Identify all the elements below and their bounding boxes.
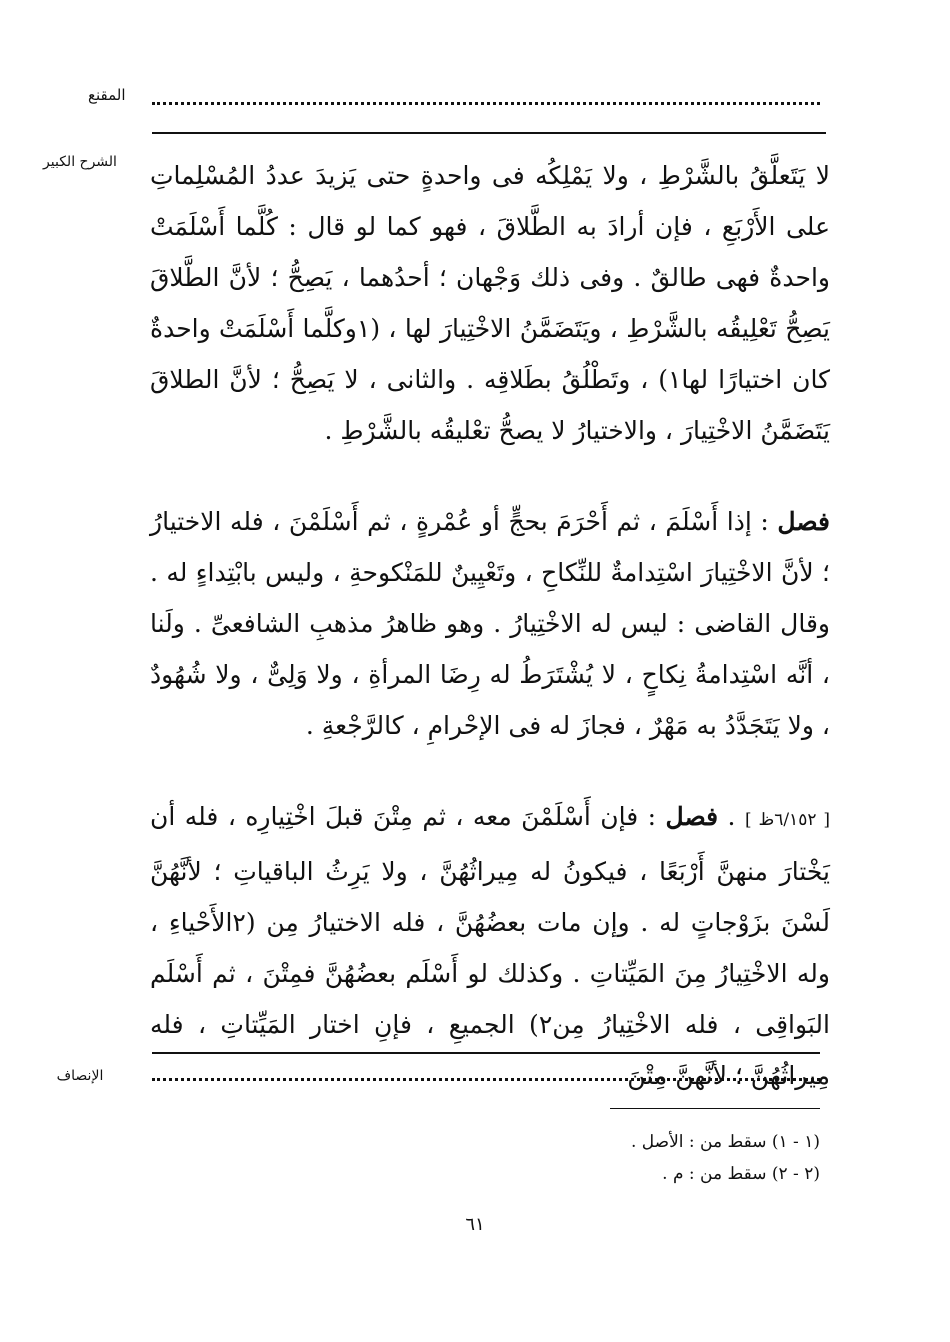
- footnote-2: (٢ - ٢) سقط من : م .: [662, 1164, 820, 1184]
- paragraph-3: [ ٦/١٥٢ظ ] . فصل : فإن أَسْلَمْنَ معه ، ثم مِتْنَ قبلَ اخْتِيارِه ، فله أن يَخْتارَ منهنَّ أَرْبَعًا ، فيكونُ له مِيراثُهُنَّ ، ولا يَرِثُ الباقياتِ ؛ لأنَّهُنَّ لَسْنَ بزَوْجاتٍ له . وإن مات بعضُهُنَّ ، فله الاختيارُ مِن (٢الأَحْياءِ ، وله الاخْتِيارُ مِنَ المَيِّتاتِ . وكذلك لو أَسْلَم بعضُهُنَّ فمِتْنَ ، ثم أَسْلَم البَواقِى ، فله الاخْتِيارُ مِن٢) الجميعِ ، فإنِ اختار المَيِّتاتِ ، فله مِيراثُهُنَّ ؛ لأنَّهنَّ مِتْنَ: [150, 802, 831, 1090]
- book-title: المقنع: [88, 86, 126, 104]
- paragraph-1: لا يَتَعلَّقُ بالشَّرْطِ ، ولا يَمْلِكُه فى واحدةٍ حتى يَزيدَ عددُ المُسْلِماتِ على الأَرْبَعِ ، فإن أرادَ به الطَّلاقَ ، فهو كما لو قال : كُلَّما أَسْلَمَتْ واحدةٌ فهى طالقٌ . وفى ذلك وَجْهان ؛ أحدُهما ، يَصِحُّ ؛ لأنَّ الطَّلاقَ يَصِحُّ تَعْلِيقُه بالشَّرْطِ ، ويَتَضَمَّنُ الاخْتِيارَ لها ، (١وكلَّما أَسْلَمَتْ واحدةٌ كان اختيارًا لها١) ، وتَطْلُقُ بطَلاقِه . والثانى ، لا يَصِحُّ ؛ لأنَّ الطلاقَ يَتَضَمَّنُ الاخْتِيارَ ، والاختيارُ لا يصحُّ تعْليقُه بالشَّرْطِ .: [150, 161, 830, 445]
- paragraph-text: : إذا أَسْلَمَ ، ثم أَحْرَمَ بحجٍّ أو عُمْرةٍ ، ثم أَسْلَمْنَ ، فله الاختيارُ ؛ لأنَّ الاخْتِيارَ اسْتِدامةٌ للنِّكاحِ ، وتَعْيِينٌ للمَنْكوحةِ ، وليس بابْتِداءٍ له . وقال القاضى : ليس له الاخْتِيارُ . وهو ظاهرُ مذهبِ الشافعىِّ . ولَنا ، أنَّه اسْتِدامةُ نِكاحٍ ، لا يُشْتَرَطُ له رِضَا المرأةِ ، ولا وَلِىٌّ ، ولا شُهُودٌ ، ولا يَتَجَدَّدُ به مَهْرٌ ، فجازَ له فى الإحْرامِ ، كالرَّجْعةِ .: [150, 507, 830, 740]
- page-number: ٦١: [465, 1214, 485, 1235]
- header-dotted-line: [152, 102, 820, 105]
- header-rule: [152, 132, 826, 134]
- insaf-dotted-line: [152, 1078, 820, 1081]
- footnotes: [400, 1126, 820, 1190]
- section-heading: فصل: [665, 802, 719, 831]
- footnote-rule: [610, 1108, 820, 1109]
- margin-label-sharh: الشرح الكبير: [43, 154, 117, 170]
- body-end-rule: [152, 1052, 820, 1054]
- paragraph-text: : فإن أَسْلَمْنَ معه ، ثم مِتْنَ قبلَ اخْتِيارِه ، فله أن يَخْتارَ منهنَّ أَرْبَعًا ، فيكونُ له مِيراثُهُنَّ ، ولا يَرِثُ الباقياتِ ؛ لأنَّهُنَّ لَسْنَ بزَوْجاتٍ له . وإن مات بعضُهُنَّ ، فله الاختيارُ مِن (٢الأَحْياءِ ، وله الاخْتِيارُ مِنَ المَيِّتاتِ . وكذلك لو أَسْلَم بعضُهُنَّ فمِتْنَ ، ثم أَسْلَم البَواقِى ، فله الاخْتِيارُ مِن٢) الجميعِ ، فإنِ اختار المَيِّتاتِ ، فله مِيراثُهُنَّ ؛ لأنَّهنَّ مِتْنَ: [150, 802, 830, 1090]
- margin-label-insaf: الإنصاف: [56, 1068, 104, 1084]
- footnote-1: (١ - ١) سقط من : الأصل .: [630, 1132, 820, 1152]
- paragraph-2: [150, 496, 830, 751]
- section-heading: فصل: [777, 507, 830, 536]
- manuscript-reference: [ ٦/١٥٢ظ ]: [744, 810, 831, 830]
